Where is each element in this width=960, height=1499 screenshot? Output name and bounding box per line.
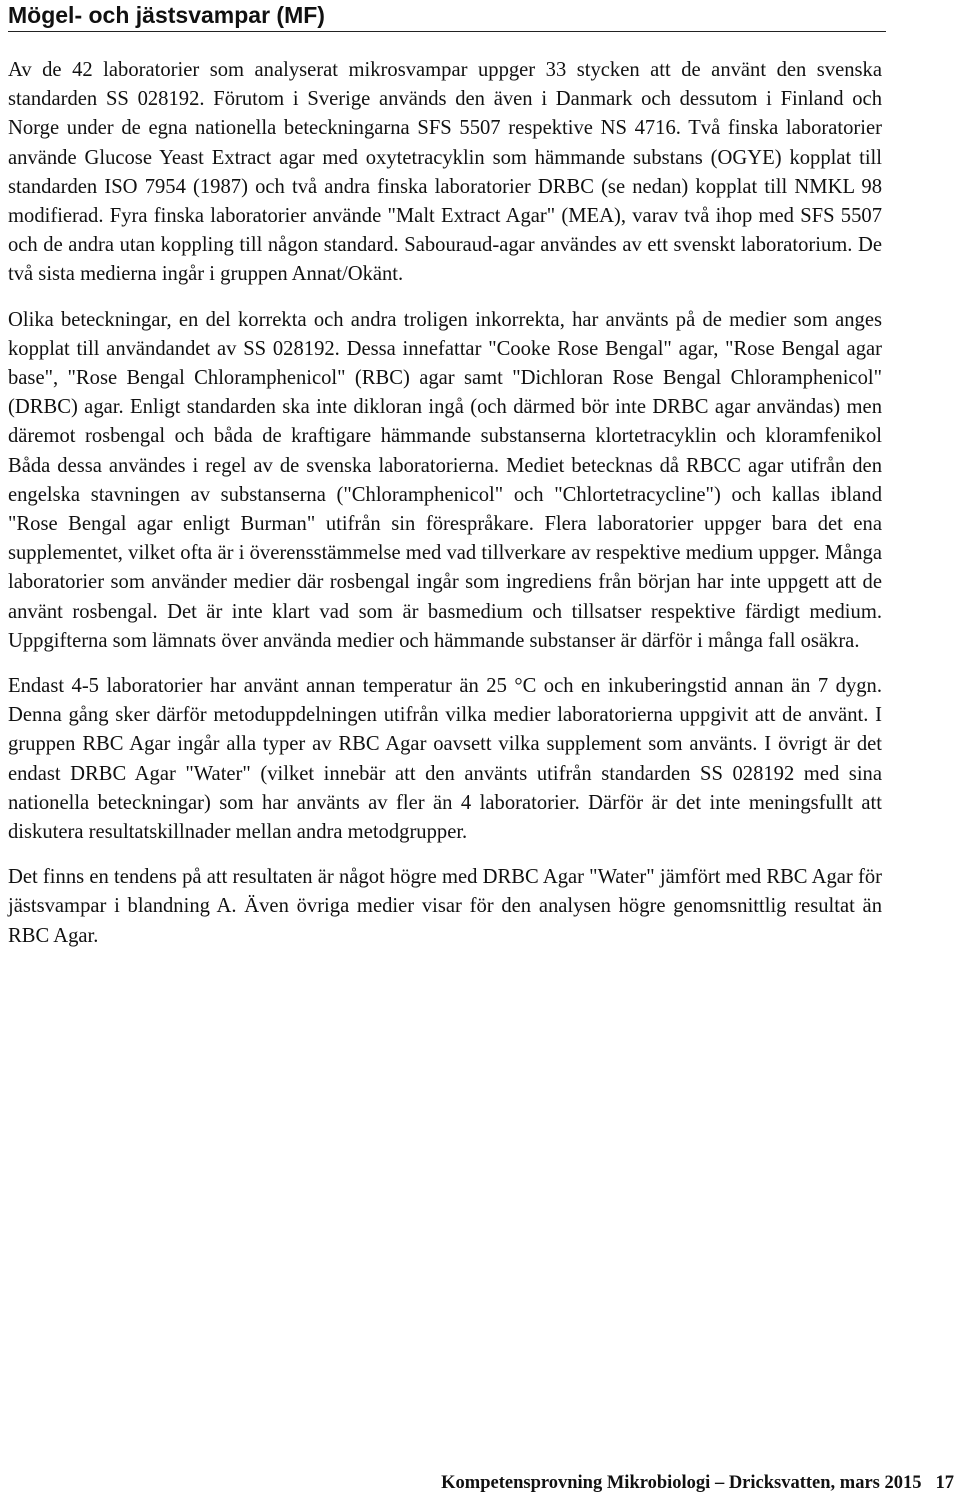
page-footer	[441, 1470, 954, 1496]
footer-text: Kompetensprovning Mikrobiologi – Dricksvatten, mars 2015	[441, 1473, 922, 1493]
paragraph: Av de 42 laboratorier som analyserat mikrosvampar uppger 33 stycken att de använt den svenska standarden SS 028192. Förutom i Sverige används den även i Danmark och dessutom i Finland och Norge under de egna nationella beteckningarna SFS 5507 respektive NS 4716. Två finska laboratorier använde Glucose Yeast Extract agar med oxytetracyklin som hämmande substans (OGYE) kopplat till standarden ISO 7954 (1987) och två andra finska laboratorier DRBC (se nedan) kopplat till NMKL 98 modifierad. Fyra finska laboratorier använde "Malt Extract Agar" (MEA), varav två ihop med SFS 5507 och de andra utan koppling till någon standard. Sabouraud-agar användes av ett svenskt laboratorium. De två sista medierna ingår i gruppen Annat/Okänt.	[8, 59, 882, 286]
paragraph: Det finns en tendens på att resultaten är något högre med DRBC Agar "Water" jämfört med RBC Agar för jästsvampar i blandning A. Även övriga medier visar för den analysen högre genomsnittlig resultat än RBC Agar.	[8, 866, 882, 947]
section-heading: Mögel- och jästsvampar (MF)	[8, 0, 886, 32]
page-number: 17	[935, 1473, 954, 1493]
paragraph: Olika beteckningar, en del korrekta och andra troligen inkorrekta, har använts på de medier som anges kopplat till användandet av SS 028192. Dessa innefattar "Cooke Rose Bengal" agar, "Rose Bengal agar base", "Rose Bengal Chloramphenicol" (RBC) agar samt "Dichloran Rose Bengal Chloramphenicol" (DRBC) agar. Enligt standarden ska inte dikloran ingå (och därmed bör inte DRBC agar användas) men däremot rosbengal och båda de kraftigare hämmande substanserna klortetracyklin och kloramfenikol Båda dessa användes i regel av de svenska laboratorierna. Mediet betecknas då RBCC agar utifrån den engelska stavningen av substanserna ("Chloramphenicol" och "Chlortetracycline") och kallas ibland "Rose Bengal agar enligt Burman" utifrån sin förespråkare. Flera laboratorier uppger bara det ena supplementet, vilket ofta är i överensstämmelse med vad tillverkare av respektive medium uppger. Många laboratorier som använder medier där rosbengal ingår som ingrediens från början har inte uppgett att de använt rosbengal. Det är inte klart vad som är basmedium och tillsatser respektive färdigt medium. Uppgifterna som lämnats över använda medier och hämmande substanser är därför i många fall osäkra.	[8, 308, 882, 652]
paragraph: Endast 4-5 laboratorier har använt annan temperatur än 25 °C och en inkuberingstid annan än 7 dygn. Denna gång sker därför metoduppdelningen utifrån vilka medier laboratorierna uppgivit att de använt. I gruppen RBC Agar ingår alla typer av RBC Agar oavsett vilka supplement som använts. I övrigt är det endast DRBC Agar "Water" (vilket innebär att den använts utifrån standarden SS 028192 med sina nationella beteckningar) som har använts av fler än 4 laboratorier. Därför är det inte meningsfullt att diskutera resultatskillnader mellan andra metodgrupper.	[8, 675, 882, 844]
body-text	[8, 56, 882, 967]
